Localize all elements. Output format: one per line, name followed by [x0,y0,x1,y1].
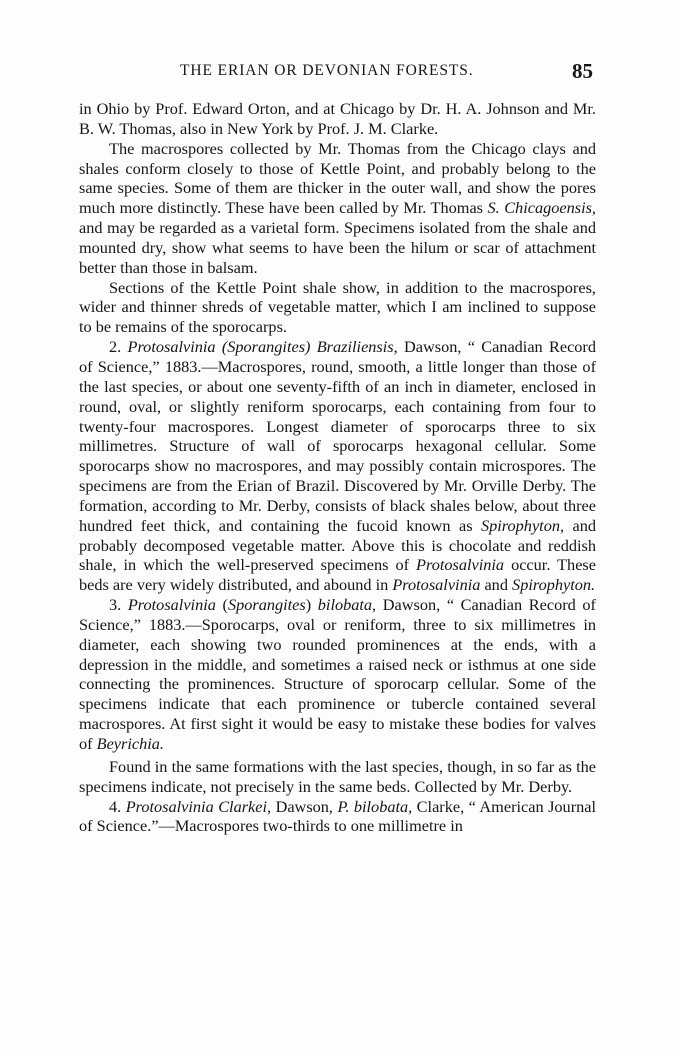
species-number: 2. [109,337,128,357]
genus-name: Spirophyton, [480,515,565,535]
body-text [79,99,596,836]
running-head: THE ERIAN OR DEVONIAN FORESTS. [180,62,474,79]
page-header [80,60,595,86]
genus-name: Beyrichia. [96,734,164,753]
subgenus-name: Sporangites [227,595,306,615]
paragraph-macrospores-chicago [79,139,596,278]
species-name: S. Chicagoensis, [487,198,596,218]
text-span: occur. These beds are very widely distributed, and abound in [79,555,596,595]
text-span: ) [305,595,318,615]
text-span: and [480,575,513,595]
species-number: 3. [109,595,128,615]
text-span: Clarke, “ American Journal of Science.”—Macrospores two-thirds to one millimetre in [79,796,597,836]
genus-name: Protosalvinia [127,595,216,615]
paragraph-species-2 [79,337,596,595]
species-number: 4. [109,796,126,816]
genus-name: Protosalvinia [416,555,505,575]
species-name: P. bilobata, [337,796,413,816]
text-span: The macrospores collected by Mr. Thomas from the Chicago clays and shales conform closely to those of Kettle Point, and probably belong to the same species. Some of them are thicker in the outer wall, and show the pores much more distinctly. These have been called by Mr. Thomas [79,138,596,218]
paragraph-species-4 [79,797,596,837]
text-span: and probably decomposed vegetable matter. Above this is chocolate and reddish shale, in which the well-preserved specimens of [79,515,596,575]
species-epithet: bilobata, [317,595,377,615]
genus-name: Spirophyton. [512,575,596,595]
species-name: Protosalvinia Clarkei, [125,796,272,816]
genus-name: Protosalvinia [392,575,481,595]
paragraph-found-same-formations: Found in the same formations with the last species, though, in so far as the specimens indicate, not precisely in the same beds. Collected by Mr. Derby. [79,756,596,796]
page-number: 85 [572,59,593,83]
species-name: Protosalvinia (Sporangites) Braziliensis, [127,337,398,357]
text-span: Dawson, “ Canadian Record of Science,” 1883.—Macrospores, round, smooth, a little longer than those of the last species, or about one seventy-fifth of an inch in diameter, enclosed in round, oval, or slightly reniform sporocarps, each containing from four to twenty-four macrospores. Longest diameter of sporocarps three to six millimetres. Structure of wall of sporocarps hexagonal cellular. Some sporocarps show no macrospores, and may possibly contain microspores. The specimens are from the Erian of Brazil. Discovered by Mr. Orville Derby. The formation, according to Mr. Derby, consists of black shales below, about three hundred feet thick, and containing the fucoid known as [79,337,596,535]
paragraph-continued: in Ohio by Prof. Edward Orton, and at Chicago by Dr. H. A. Johnson and Mr. B. W. Thomas, also in New York by Prof. J. M. Clarke. [79,99,596,138]
text-span: Dawson, [271,796,338,816]
paragraph-kettle-point-sections: Sections of the Kettle Point shale show, in addition to the macrospores, wider and thinner shreds of vegetable matter, which I am inclined to suppose to be remains of the sporocarps. [79,277,596,337]
text-span: ( [215,595,228,615]
paragraph-species-3 [79,595,596,754]
text-span: Dawson, “ Canadian Record of Science,” 1883.—Sporocarps, oval or reniform, three to six millimetres in diameter, each showing two rounded prominences at the ends, with a depression in the middle, and sometimes a raised neck or isthmus at one side connecting the prominences. Structure of sporocarp cellular. Some of the specimens indicate that each prominence or tubercle contained several macrospores. At first sight it would be easy to mistake these bodies for valves of [79,595,596,753]
text-span: and may be regarded as a varietal form. Specimens isolated from the shale and mounted dry, show what seems to have been the hilum or scar of attachment better than those in balsam. [79,218,596,277]
